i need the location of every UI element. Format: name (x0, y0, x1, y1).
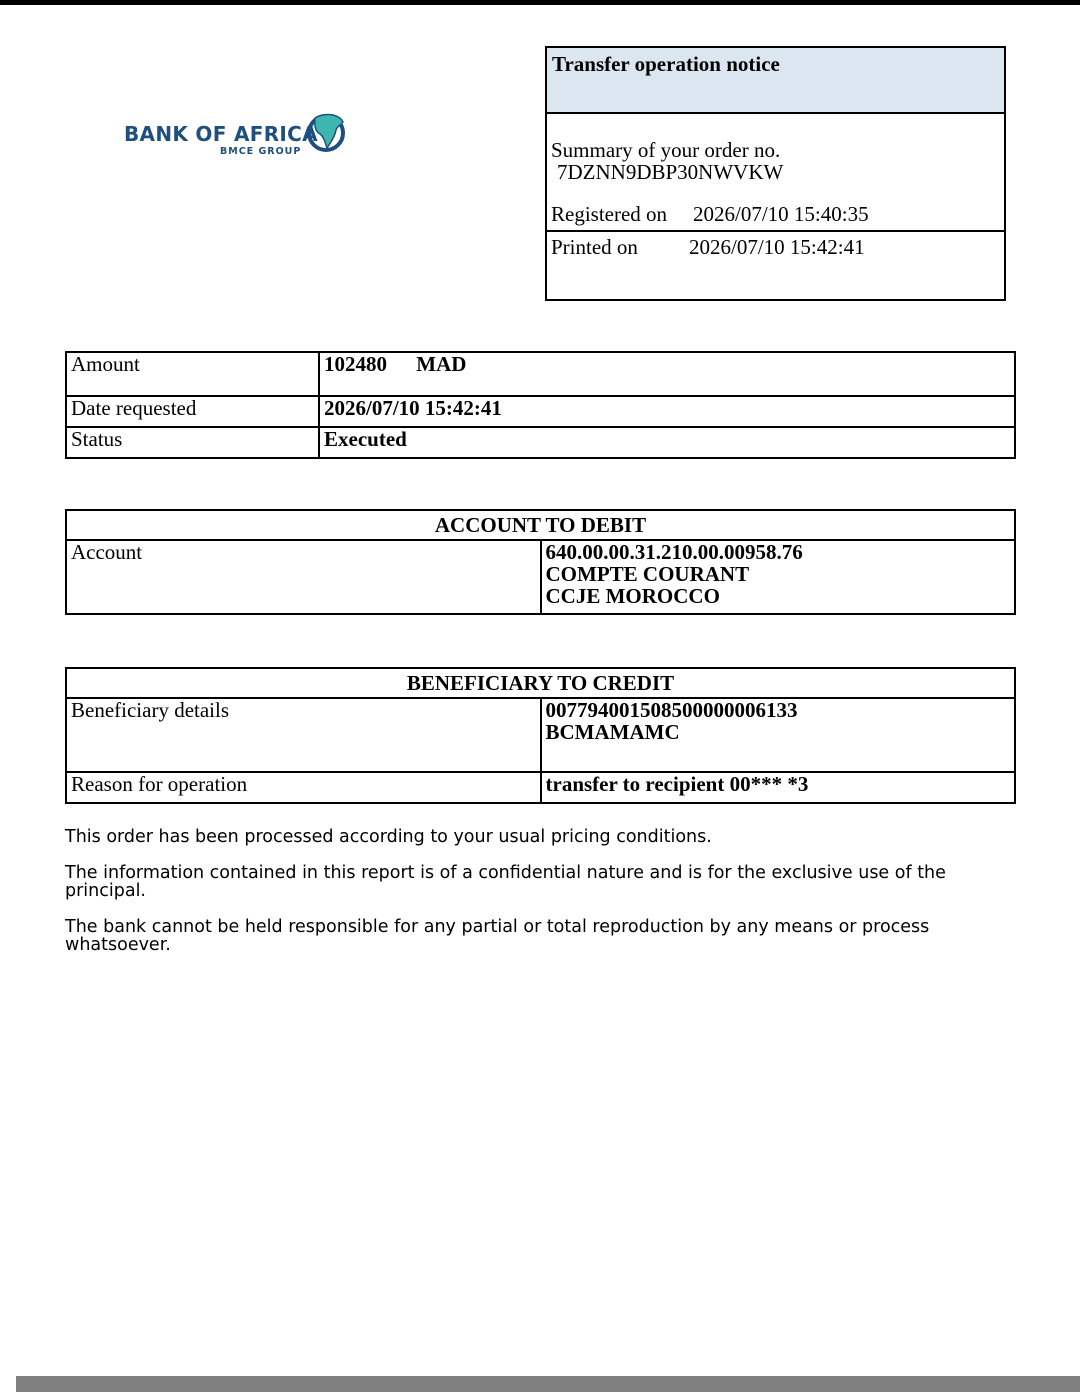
notice-summary (547, 114, 1004, 232)
date-value: 2026/07/10 15:42:41 (319, 396, 1015, 427)
debit-header-row (66, 510, 1015, 540)
note-confidential: The information contained in this report is of a confidential nature and is for the exclusive use of the principal. (65, 863, 946, 901)
account-holder: CCJE MOROCCO (545, 584, 720, 608)
operation-table (65, 351, 1016, 459)
bottom-scrollbar[interactable] (16, 1376, 1080, 1392)
summary-label: Summary of your order no. (551, 138, 781, 162)
registered-label: Registered on (551, 202, 668, 226)
account-row (66, 540, 1015, 614)
account-number: 640.00.00.31.210.00.00958.76 (545, 540, 803, 564)
date-row (66, 396, 1015, 427)
printed-value: 2026/07/10 15:42:41 (689, 235, 865, 259)
beneficiary-bank: BCMAMAMC (545, 720, 680, 744)
registered-value: 2026/07/10 15:40:35 (693, 202, 869, 226)
reason-value: transfer to recipient 00*** *3 (541, 772, 1016, 803)
credit-table (65, 667, 1016, 804)
note-liability: The bank cannot be held responsible for any partial or total reproduction by any means or process whatsoever. (65, 917, 930, 955)
footer-notes (65, 828, 995, 972)
status-label: Status (66, 427, 319, 458)
credit-title: BENEFICIARY TO CREDIT (66, 668, 1015, 698)
top-border (0, 0, 1080, 5)
amount-row (66, 352, 1015, 396)
reason-row (66, 772, 1015, 803)
beneficiary-account: 007794001508500000006133 (545, 698, 798, 722)
beneficiary-row (66, 698, 1015, 772)
debit-table (65, 509, 1016, 615)
reason-label: Reason for operation (66, 772, 541, 803)
registered-row (551, 202, 869, 227)
amount-label: Amount (66, 352, 319, 396)
logo-name: BANK OF AFRICA (124, 122, 318, 146)
order-number: 7DZNN9DBP30NWVKW (557, 160, 784, 184)
credit-header-row (66, 668, 1015, 698)
printed-row (551, 235, 865, 260)
logo-group: BMCE GROUP (220, 146, 302, 157)
bank-logo (124, 110, 354, 160)
africa-globe-icon (305, 110, 347, 156)
amount-value: 102480 (324, 352, 387, 376)
amount-cell (319, 352, 1015, 396)
beneficiary-label: Beneficiary details (66, 698, 541, 772)
account-type: COMPTE COURANT (545, 562, 750, 586)
currency-value: MAD (416, 352, 467, 376)
status-value: Executed (319, 427, 1015, 458)
printed-label: Printed on (551, 235, 638, 259)
beneficiary-cell (541, 698, 1016, 772)
debit-title: ACCOUNT TO DEBIT (66, 510, 1015, 540)
note-pricing: This order has been processed according to your usual pricing conditions. (65, 827, 712, 847)
account-cell (541, 540, 1016, 614)
notice-title: Transfer operation notice (547, 48, 1004, 114)
status-row (66, 427, 1015, 458)
account-label: Account (66, 540, 541, 614)
date-label: Date requested (66, 396, 319, 427)
notice-box (545, 46, 1006, 301)
